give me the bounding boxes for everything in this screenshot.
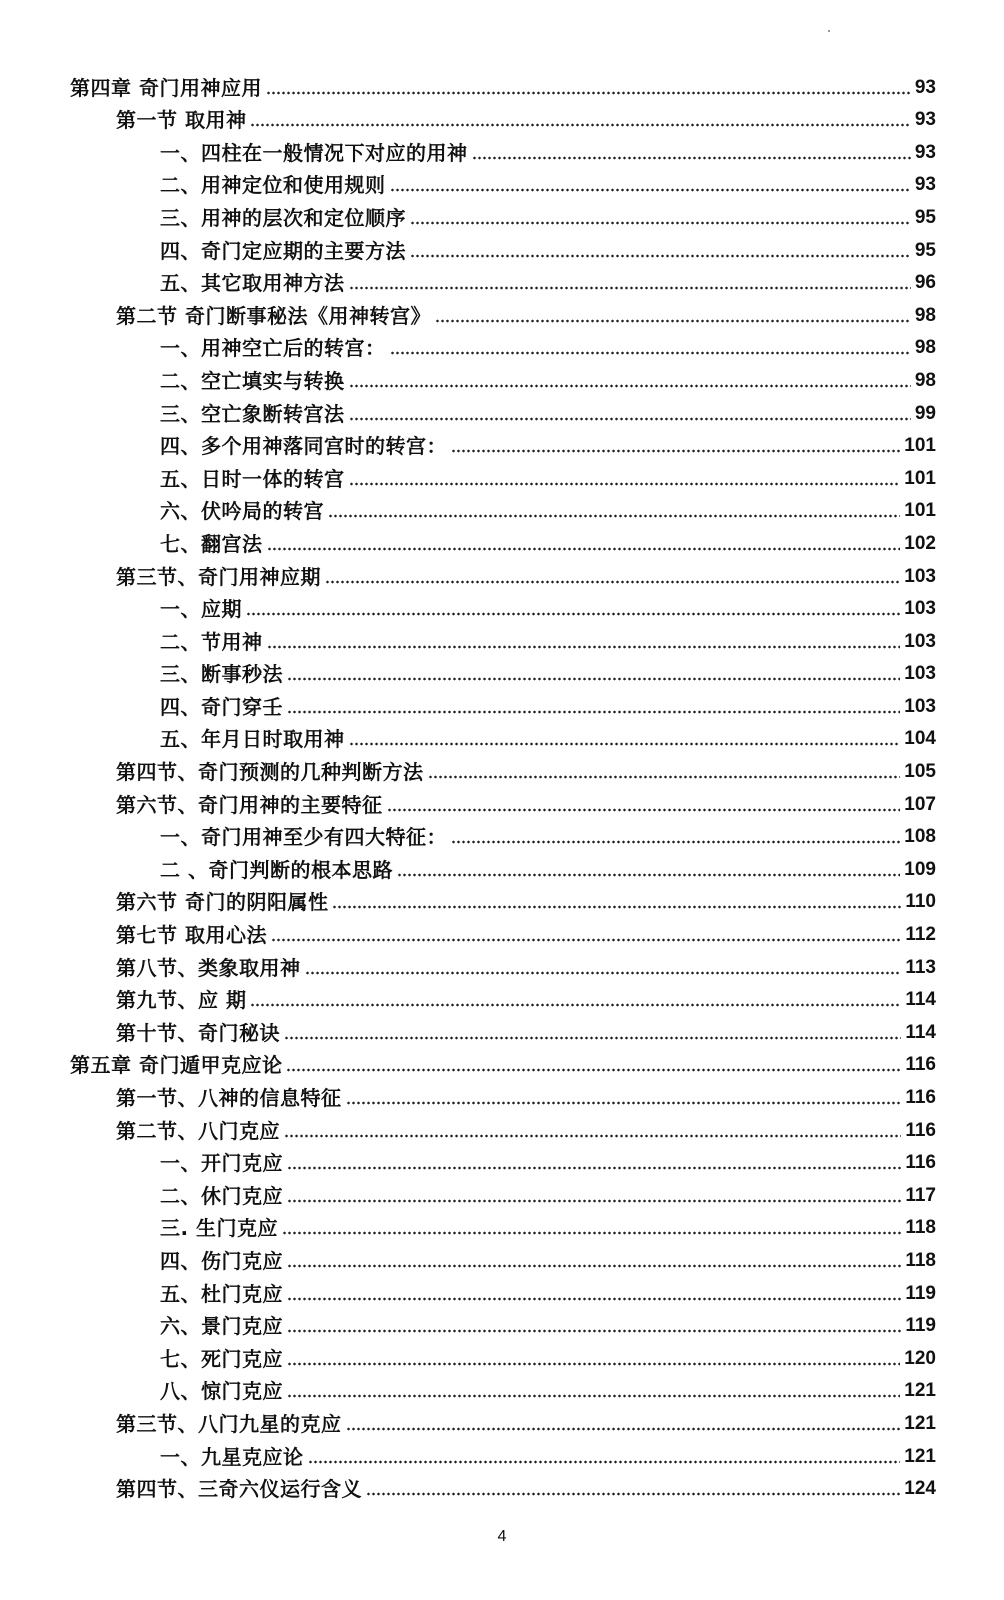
- toc-entry-title: 第五章 奇门遁甲克应论: [70, 1053, 283, 1078]
- dot-leader: [451, 840, 900, 844]
- dot-leader: [267, 645, 901, 649]
- toc-entry-title: 一、开门克应: [160, 1151, 283, 1176]
- toc-entry-title: 第四节、三奇六仪运行含义: [116, 1477, 362, 1502]
- toc-section: [0, 752, 1004, 785]
- toc-entry-title: 五、日时一体的转宫: [160, 466, 345, 491]
- dot-leader: [410, 254, 911, 258]
- toc-chapter: [0, 1046, 1004, 1079]
- toc-entry-title: 六、伏吟局的转宫: [160, 499, 324, 524]
- dot-leader: [346, 1101, 902, 1105]
- dot-leader: [410, 221, 911, 225]
- dot-leader: [271, 938, 901, 942]
- toc-entry-page: 103: [904, 565, 936, 587]
- toc-entry-title: 二、休门克应: [160, 1183, 283, 1208]
- dot-leader: [287, 1394, 900, 1398]
- toc-entry-page: 119: [905, 1282, 936, 1304]
- toc-subsection: [0, 1307, 1004, 1340]
- toc-entry-title: 四、奇门定应期的主要方法: [160, 238, 406, 263]
- toc-subsection: [0, 1209, 1004, 1242]
- dot-leader: [250, 123, 910, 127]
- toc-entry-title: 第一节 取用神: [116, 108, 247, 133]
- toc-entry-page: 119: [905, 1315, 936, 1337]
- toc-subsection: [0, 264, 1004, 297]
- toc-subsection: [0, 133, 1004, 166]
- toc-entry-page: 108: [904, 826, 936, 848]
- toc-entry-page: 103: [904, 695, 936, 717]
- dot-leader: [349, 384, 911, 388]
- dot-leader: [287, 1199, 901, 1203]
- toc-entry-title: 第十节、奇门秘诀: [116, 1020, 280, 1045]
- toc-entry-page: 116: [905, 1054, 936, 1076]
- toc-entry-page: 98: [914, 337, 936, 359]
- toc-entry-page: 96: [914, 272, 936, 294]
- dot-leader: [325, 580, 900, 584]
- toc-subsection: [0, 1339, 1004, 1372]
- toc-subsection: [0, 1437, 1004, 1470]
- toc-entry-page: 112: [905, 924, 936, 946]
- toc-entry-title: 一、四柱在一般情况下对应的用神: [160, 140, 468, 165]
- toc-entry-title: 四、伤门克应: [160, 1248, 283, 1273]
- toc-entry-title: 四、奇门穿壬: [160, 694, 283, 719]
- toc-entry-title: 八、惊门克应: [160, 1379, 283, 1404]
- toc-entry-page: 121: [904, 1412, 936, 1434]
- dot-leader: [287, 1329, 901, 1333]
- toc-entry-page: 116: [905, 1152, 936, 1174]
- toc-section: [0, 915, 1004, 948]
- toc-entry-page: 116: [905, 1119, 936, 1141]
- toc-entry-page: 103: [904, 663, 936, 685]
- dot-leader: [287, 677, 900, 681]
- toc-entry-title: 第七节 取用心法: [116, 923, 267, 948]
- toc-entry-page: 121: [904, 1445, 936, 1467]
- dot-leader: [286, 1068, 901, 1072]
- dot-leader: [246, 612, 900, 616]
- toc-entry-title: 三、用神的层次和定位顺序: [160, 205, 406, 230]
- toc-section: [0, 557, 1004, 590]
- dot-leader: [397, 873, 900, 877]
- toc-entry-page: 105: [904, 761, 936, 783]
- toc-entry-page: 109: [904, 858, 936, 880]
- toc-entry-title: 第九节、应 期: [116, 988, 247, 1013]
- toc-entry-title: 第一节、八神的信息特征: [116, 1086, 342, 1110]
- toc-entry-page: 120: [904, 1347, 936, 1369]
- dot-leader: [390, 351, 911, 355]
- toc-subsection: [0, 1144, 1004, 1177]
- toc-entry-page: 93: [914, 141, 936, 163]
- toc-entry-page: 101: [904, 500, 936, 522]
- dot-leader: [349, 417, 911, 421]
- toc-section: [0, 296, 1004, 329]
- toc-entry-title: 七、死门克应: [160, 1346, 283, 1371]
- toc-entry-page: 114: [905, 1021, 936, 1043]
- toc-section: [0, 948, 1004, 981]
- toc-section: [0, 1470, 1004, 1503]
- toc-subsection: [0, 1274, 1004, 1307]
- toc-subsection: [0, 329, 1004, 362]
- toc-entry-title: 第四章 奇门用神应用: [70, 75, 262, 100]
- toc-subsection: [0, 459, 1004, 492]
- toc-section: [0, 1404, 1004, 1437]
- toc-entry-page: 98: [914, 304, 936, 326]
- toc-section: [0, 981, 1004, 1014]
- toc-entry-page: 99: [914, 402, 936, 424]
- dot-leader: [287, 1297, 901, 1301]
- toc-entry-title: 第六节、奇门用神的主要特征: [116, 792, 383, 817]
- toc-subsection: [0, 394, 1004, 427]
- toc-entry-page: 93: [914, 109, 936, 131]
- toc-subsection: [0, 1176, 1004, 1209]
- toc-entry-title: 第三节、八门九星的克应: [116, 1411, 342, 1436]
- dot-leader: [287, 1362, 900, 1366]
- toc-entry-title: 一、应期: [160, 597, 242, 622]
- toc-section: [0, 785, 1004, 818]
- toc-subsection: [0, 198, 1004, 231]
- dot-leader: [349, 482, 901, 486]
- toc-entry-title: 五、其它取用神方法: [160, 271, 345, 296]
- dot-leader: [282, 1231, 901, 1235]
- dot-leader: [287, 710, 900, 714]
- toc-entry-title: 第二节 奇门断事秘法《用神转宫》: [116, 303, 431, 328]
- toc-entry-title: 第三节、奇门用神应期: [116, 564, 321, 589]
- toc-entry-page: 95: [914, 206, 936, 228]
- toc-entry-title: 第六节 奇门的阴阳属性: [116, 890, 329, 915]
- toc-entry-page: 104: [904, 728, 936, 750]
- dot-leader: [250, 1003, 901, 1007]
- toc-entry-page: 107: [904, 793, 936, 815]
- toc-entry-title: 二、用神定位和使用规则: [160, 173, 386, 198]
- dot-leader: [284, 1036, 901, 1040]
- toc-section: [0, 1078, 1004, 1111]
- toc-chapter: [0, 68, 1004, 101]
- toc-entry-page: 116: [905, 1087, 936, 1108]
- toc-entry-title: 一、九星克应论: [160, 1444, 304, 1469]
- scan-speck: [828, 30, 830, 32]
- dot-leader: [284, 1134, 901, 1138]
- dot-leader: [366, 1492, 900, 1496]
- toc-entry-page: 118: [905, 1217, 936, 1239]
- dot-leader: [349, 742, 901, 746]
- toc-entry-page: 117: [905, 1184, 936, 1206]
- toc-subsection: [0, 166, 1004, 199]
- toc-subsection: [0, 492, 1004, 525]
- toc-entry-page: 103: [904, 598, 936, 620]
- toc-entry-page: 101: [904, 467, 936, 489]
- table-of-contents: [0, 68, 1004, 1502]
- toc-entry-title: 三、断事秒法: [160, 662, 283, 687]
- toc-subsection: [0, 687, 1004, 720]
- dot-leader: [287, 1264, 901, 1268]
- toc-section: [0, 1111, 1004, 1144]
- dot-leader: [287, 1166, 901, 1170]
- toc-section: [0, 883, 1004, 916]
- toc-entry-page: 110: [905, 891, 936, 913]
- toc-subsection: [0, 427, 1004, 460]
- dot-leader: [305, 971, 902, 975]
- toc-subsection: [0, 231, 1004, 264]
- dot-leader: [267, 547, 901, 551]
- dot-leader: [308, 1460, 901, 1464]
- toc-entry-title: 五、年月日时取用神: [160, 727, 345, 752]
- toc-entry-page: 121: [904, 1380, 936, 1402]
- toc-entry-title: 二、空亡填实与转换: [160, 368, 345, 393]
- toc-entry-title: 六、景门克应: [160, 1314, 283, 1339]
- toc-subsection: [0, 850, 1004, 883]
- toc-entry-page: 113: [905, 956, 936, 978]
- toc-subsection: [0, 818, 1004, 851]
- toc-entry-title: 一、奇门用神至少有四大特征：: [160, 825, 447, 850]
- toc-entry-title: 二、节用神: [160, 629, 263, 654]
- toc-entry-page: 95: [914, 239, 936, 261]
- toc-section: [0, 101, 1004, 134]
- dot-leader: [387, 808, 901, 812]
- toc-subsection: [0, 1241, 1004, 1274]
- toc-entry-title: 五、杜门克应: [160, 1281, 283, 1306]
- toc-entry-title: 一、用神空亡后的转宫：: [160, 336, 386, 361]
- dot-leader: [346, 1427, 901, 1431]
- dot-leader: [328, 514, 900, 518]
- toc-subsection: [0, 361, 1004, 394]
- toc-entry-page: 98: [914, 369, 936, 391]
- toc-subsection: [0, 720, 1004, 753]
- toc-entry-page: 118: [905, 1249, 936, 1271]
- toc-subsection: [0, 655, 1004, 688]
- toc-entry-page: 124: [904, 1478, 936, 1500]
- toc-subsection: [0, 1372, 1004, 1405]
- toc-entry-title: 第二节、八门克应: [116, 1118, 280, 1143]
- dot-leader: [451, 449, 900, 453]
- dot-leader: [332, 905, 901, 909]
- toc-subsection: [0, 590, 1004, 623]
- toc-subsection: [0, 622, 1004, 655]
- dot-leader: [266, 91, 911, 95]
- dot-leader: [349, 286, 911, 290]
- dot-leader: [435, 319, 911, 323]
- toc-entry-title: 四、多个用神落同宫时的转宫：: [160, 434, 447, 459]
- toc-section: [0, 1013, 1004, 1046]
- toc-subsection: [0, 524, 1004, 557]
- toc-entry-page: 102: [904, 532, 936, 554]
- toc-entry-page: 114: [905, 989, 936, 1011]
- toc-entry-title: 二 、奇门判断的根本思路: [160, 857, 393, 882]
- toc-entry-page: 93: [914, 76, 936, 98]
- toc-entry-title: 三. 生门克应: [160, 1216, 279, 1241]
- toc-entry-title: 第八节、类象取用神: [116, 955, 301, 980]
- dot-leader: [390, 188, 911, 192]
- dot-leader: [428, 775, 901, 779]
- toc-entry-page: 93: [914, 174, 936, 196]
- toc-entry-title: 七、翻宫法: [160, 531, 263, 556]
- toc-entry-title: 第四节、奇门预测的几种判断方法: [116, 760, 424, 785]
- toc-entry-page: 101: [904, 435, 936, 457]
- page-number: 4: [497, 1528, 507, 1545]
- toc-entry-title: 三、空亡象断转宫法: [160, 401, 345, 426]
- dot-leader: [472, 156, 911, 160]
- toc-entry-page: 103: [904, 630, 936, 652]
